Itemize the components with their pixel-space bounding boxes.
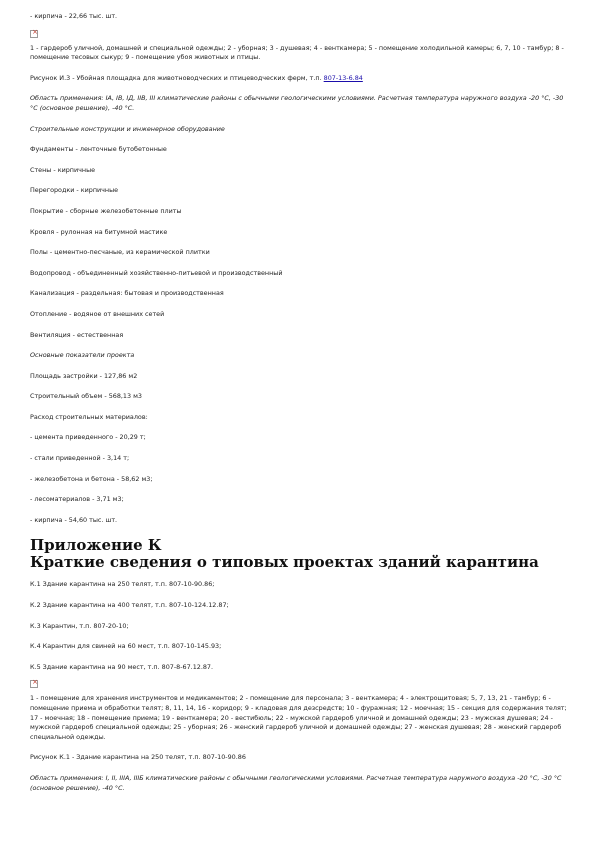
indicator-item: - цемента приведенного - 20,29 т; <box>30 433 146 442</box>
indicators-heading: Основные показатели проекта <box>30 351 135 360</box>
structure-item: Отопление - водяное от внешних сетей <box>30 309 165 318</box>
figure-project-link[interactable]: 807-13-6.84 <box>323 73 363 82</box>
area-of-application: Область применения: IA, IB, IД, IIB, III климатические районы с обычными геологическими условиями. Расчетная температура наружного воздуха -20 °С, -30 °С (основное решение), -40 °С. <box>30 94 564 112</box>
indicator-item: - кирпича - 54,60 тыс. шт. <box>30 515 118 524</box>
structure-item: Полы - цементно-песчаные, из керамической плитки <box>30 248 210 257</box>
figure-legend: 1 - гардероб уличной, домашней и специальной одежды; 2 - уборная; 3 - душевая; 4 - венткамера; 5 - помещение холодильной камеры; 6, 7, 10 - тамбур; 8 - помещение тесовых сыкур; 9 - помещение убоя животных и птицы. <box>30 43 564 62</box>
appendix-item: К.5 Здание карантина на 90 мест, т.п. 807-8-67.12.87. <box>30 662 214 671</box>
materials-line: - кирпича - 22,66 тыс. шт. <box>30 12 118 20</box>
figure-legend: 1 - помещение для хранения инструментов и медикаментов; 2 - помещение для персонала; 3 - венткамера; 4 - электрощитовая; 5, 7, 13, 21 - тамбур; 6 - помещение приема и обработки телят; 8, 11, 14, 16 - коридор; 9 - кладовая для дезсредств; 10 - фуражная; 12 - моечная; 15 - секция для содержания телят; 17 - моечная; 18 - помещение приема; 19 - венткамера; 20 - вестибюль; 22 - мужской гардероб уличной и домашней одежды; 23 - мужская душевая; 24 - мужской гардероб специальной одежды; 25 - уборная; 26 - женский гардероб уличной и домашней одежды; 27 - женская душевая; 28 - женский гардероб специальной одежды. <box>30 694 567 741</box>
broken-image-icon: × <box>30 680 38 688</box>
appendix-heading <box>30 537 570 571</box>
structure-item: Стены - кирпичные <box>30 165 96 174</box>
broken-image-icon: × <box>30 30 38 38</box>
figure-caption: Рисунок К.1 - Здание карантина на 250 телят, т.п. 807-10-90.86 <box>30 753 246 762</box>
appendix-item: К.1 Здание карантина на 250 телят, т.п. 807-10-90.86; <box>30 580 215 589</box>
document-page <box>30 12 570 793</box>
structure-item: Покрытие - сборные железобетонные плиты <box>30 206 182 215</box>
indicator-item: - стали приведенной - 3,14 т; <box>30 454 130 463</box>
structure-item: Водопровод - объединенный хозяйственно-питьевой и производственный <box>30 268 283 277</box>
structure-item: Фундаменты - ленточные бутобетонные <box>30 145 167 154</box>
indicator-item: Расход строительных материалов: <box>30 412 148 421</box>
structure-item: Канализация - раздельная: бытовая и производственная <box>30 289 224 298</box>
appendix-subtitle: Краткие сведения о типовых проектах зданий карантина <box>30 553 539 572</box>
structures-heading: Строительные конструкции и инженерное оборудование <box>30 124 225 133</box>
appendix-item: К.2 Здание карантина на 400 телят, т.п. 807-10-124.12.87; <box>30 601 229 610</box>
indicator-item: - железобетона и бетона - 58,62 м3; <box>30 474 153 483</box>
figure-caption <box>30 74 570 84</box>
appendix-title: Приложение К <box>30 536 162 555</box>
indicator-item: Строительный объем - 568,13 м3 <box>30 392 142 401</box>
appendix-item: К.4 Карантин для свиней на 60 мест, т.п. 807-10-145.93; <box>30 642 222 651</box>
figure-caption-text: Рисунок И.3 - Убойная площадка для животноводческих и птицеводческих ферм, т.п. <box>30 73 324 82</box>
structure-item: Перегородки - кирпичные <box>30 186 119 195</box>
structure-item: Кровля - рулонная на битумной мастике <box>30 227 168 236</box>
area-of-application: Область применения: I, II, IIIA, IIIБ климатические районы с обычными геологическими условиями. Расчетная температура наружного воздуха -20 °С, -30 °С (основное решение), -40 °С. <box>30 773 562 792</box>
structure-item: Вентиляция - естественная <box>30 330 124 339</box>
appendix-item: К.3 Карантин, т.п. 807-20-10; <box>30 621 129 630</box>
indicator-item: - лесоматериалов - 3,71 м3; <box>30 495 124 504</box>
indicator-item: Площадь застройки - 127,86 м2 <box>30 371 138 380</box>
